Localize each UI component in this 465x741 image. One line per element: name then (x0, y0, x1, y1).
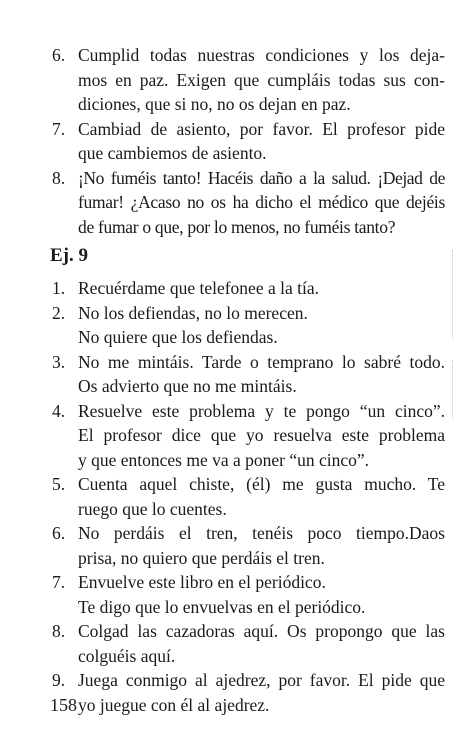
item-line: Juega conmigo al ajedrez, por favor. El pide que (78, 670, 445, 690)
list-item (0, 521, 465, 570)
page-number: 158 (50, 695, 77, 715)
item-line: mos en paz. Exigen que cumpláis todas sus con- (78, 69, 445, 90)
previous-exercise-list (0, 43, 465, 239)
item-line: diciones, que si no, no os dejan en paz. (78, 94, 351, 114)
item-line: colguéis aquí. (78, 645, 176, 666)
item-line: Cuenta aquel chiste, (él) me gusta mucho. Te (78, 474, 445, 494)
item-number: 7. (52, 572, 66, 592)
item-number: 1. (52, 278, 66, 298)
item-line: que cambiemos de asiento. (78, 143, 267, 163)
list-item (0, 350, 465, 399)
item-line: Te digo que lo envuelvas en el periódico. (78, 596, 366, 617)
item-line: Recuérdame que telefonee a la tía. (78, 278, 319, 298)
item-number: 8. (52, 621, 66, 641)
item-line: Cambiad de asiento, por favor. El profesor pide (78, 118, 445, 139)
item-number: 7. (52, 118, 66, 139)
item-number: 5. (52, 474, 66, 494)
item-line: prisa, no quiero que perdáis el tren. (78, 547, 325, 568)
item-line: No quiere que los defiendas. (78, 327, 278, 347)
item-line: No perdáis el tren, tenéis poco tiempo.Daos (78, 523, 445, 543)
item-line: Envuelve este libro en el periódico. (78, 572, 326, 592)
item-number: 8. (52, 167, 66, 188)
list-item (0, 276, 465, 301)
item-line: El profesor dice que yo resuelva este problema (78, 425, 445, 445)
item-number: 6. (52, 523, 66, 543)
item-line: No me mintáis. Tarde o temprano lo sabré todo. (78, 351, 445, 372)
item-line: ruego que lo cuentes. (78, 498, 227, 519)
item-number: 6. (52, 45, 66, 65)
item-line: Os advierto que no me mintáis. (78, 376, 297, 396)
exercise-list (0, 276, 465, 717)
list-item (0, 301, 465, 350)
list-item (0, 619, 465, 668)
list-item (0, 166, 465, 240)
item-number: 2. (52, 302, 66, 323)
list-item (0, 117, 465, 166)
item-line: yo juegue con él al ajedrez. (78, 694, 270, 715)
item-number: 9. (52, 670, 66, 690)
list-item (0, 570, 465, 619)
list-item (0, 472, 465, 521)
item-number: 4. (52, 400, 66, 421)
item-number: 3. (52, 351, 66, 372)
item-line: fumar! ¿Acaso no os ha dicho el médico que dejéis (78, 192, 445, 212)
item-line: No los defiendas, no lo merecen. (78, 302, 308, 323)
list-item (0, 399, 465, 473)
item-line: Resuelve este problema y te pongo “un cinco”. (78, 400, 445, 421)
item-line: y que entonces me va a poner “un cinco”. (78, 449, 370, 470)
scan-speckle (452, 250, 459, 340)
list-item (0, 43, 465, 117)
item-line: Colgad las cazadoras aquí. Os propongo que las (78, 621, 445, 641)
item-line: ¡No fuméis tanto! Hacéis daño a la salud. ¡Dejad de (78, 167, 445, 188)
item-line: Cumplid todas nuestras condiciones y los deja- (78, 45, 445, 65)
item-line: de fumar o que, por lo menos, no fuméis tanto? (78, 216, 396, 237)
scan-speckle (452, 360, 459, 420)
exercise-heading: Ej. 9 (50, 245, 88, 266)
